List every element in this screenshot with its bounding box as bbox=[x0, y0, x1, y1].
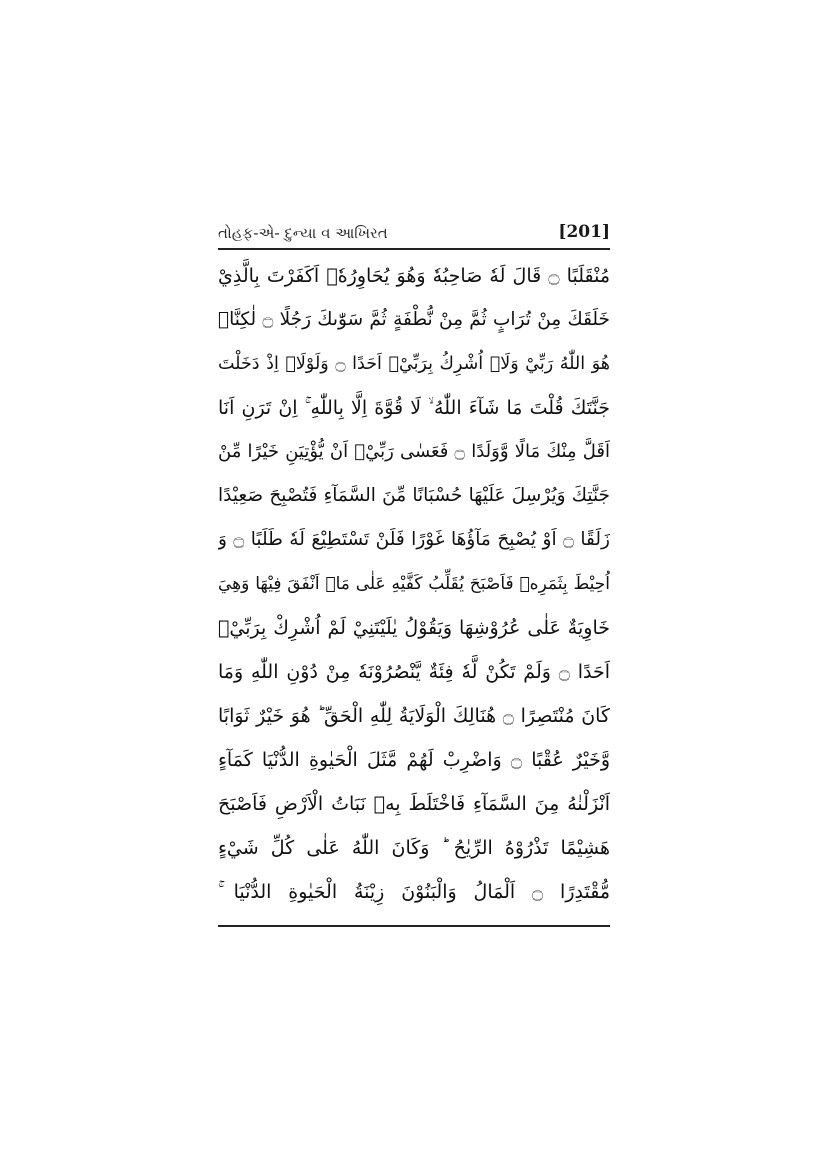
text-line: جَنَّتَكَ قُلْتَ مَا شَآءَ اللّٰهُ ۙ لَا قُوَّةَ اِلَّا بِاللّٰهِ ۚ اِنْ تَرَنِ اَنَا bbox=[218, 397, 610, 419]
text-line: اُحِيْطَ بِثَمَرِهٖ فَاَصْبَحَ يُقَلِّبُ كَفَّيْهِ عَلٰى مَاۤ اَنْفَقَ فِيْهَا وَهِيَ bbox=[218, 574, 610, 594]
text-line: هَشِيْمًا تَذْرُوْهُ الرِّيٰحُ ؕ وَكَانَ اللّٰهُ عَلٰى كُلِّ شَيْءٍ bbox=[218, 837, 610, 859]
text-line: هُوَ اللّٰهُ رَبِّيْ وَلَاۤ اُشْرِكُ بِرَبِّيْۤ اَحَدًا ۝ وَلَوْلَاۤ اِذْ دَخَلْتَ bbox=[218, 354, 610, 374]
text-line: جَنَّتِكَ وَيُرْسِلَ عَلَيْهَا حُسْبَانًا مِّنَ السَّمَآءِ فَتُصْبِحَ صَعِيْدًا bbox=[218, 485, 610, 506]
text-line: اَنْزَلْنٰهُ مِنَ السَّمَآءِ فَاخْتَلَطَ بِهٖ نَبَاتُ الْاَرْضِ فَاَصْبَحَ bbox=[218, 793, 610, 815]
text-line: كَانَ مُنْتَصِرًا ۝ هُنَالِكَ الْوَلَايَةُ لِلّٰهِ الْحَقِّ ؕ هُوَ خَيْرٌ ثَوَابًا bbox=[218, 705, 610, 727]
text-line: وَّخَيْرٌ عُقْبًا ۝ وَاضْرِبْ لَهُمْ مَّثَلَ الْحَيٰوةِ الدُّنْيَا كَمَآءٍ bbox=[218, 749, 610, 771]
text-line: مُّقْتَدِرًا ۝ اَلْمَالُ وَالْبَنُوْنَ زِيْنَةُ الْحَيٰوةِ الدُّنْيَا ۚ bbox=[218, 881, 610, 903]
text-line: خَلَقَكَ مِنْ تُرَابٍ ثُمَّ مِنْ نُّطْفَةٍ ثُمَّ سَوّٰىكَ رَجُلًا ۝ لٰكِنَّا۠ bbox=[218, 309, 610, 330]
page-number: [201] bbox=[558, 222, 610, 242]
text-line: مُنْقَلَبًا ۝ قَالَ لَهٗ صَاحِبُهٗ وَهُوَ يُحَاوِرُهٗۤ اَكَفَرْتَ بِالَّذِيْ bbox=[218, 265, 610, 287]
book-title: તોહફ-એ- દુન્યા વ આખિરત bbox=[218, 224, 388, 242]
header-rule bbox=[218, 248, 610, 250]
text-line: اَحَدًا ۝ وَلَمْ تَكُنْ لَّهٗ فِئَةٌ يَّنْصُرُوْنَهٗ مِنْ دُوْنِ اللّٰهِ وَمَا bbox=[218, 661, 610, 683]
text-line: اَقَلَّ مِنْكَ مَالًا وَّوَلَدًا ۝ فَعَسٰى رَبِّيْۤ اَنْ يُّؤْتِيَنِ خَيْرًا مِّنْ bbox=[218, 441, 610, 462]
footer-rule bbox=[218, 925, 610, 927]
arabic-text-block bbox=[218, 255, 610, 920]
text-line: زَلَقًا ۝ اَوْ يُصْبِحَ مَآؤُهَا غَوْرًا فَلَنْ تَسْتَطِيْعَ لَهٗ طَلَبًا ۝ وَ bbox=[218, 529, 610, 550]
text-line: خَاوِيَةٌ عَلٰى عُرُوْشِهَا وَيَقُوْلُ يٰلَيْتَنِيْ لَمْ اُشْرِكْ بِرَبِّيْۤ bbox=[218, 617, 610, 639]
page-header bbox=[218, 222, 610, 250]
